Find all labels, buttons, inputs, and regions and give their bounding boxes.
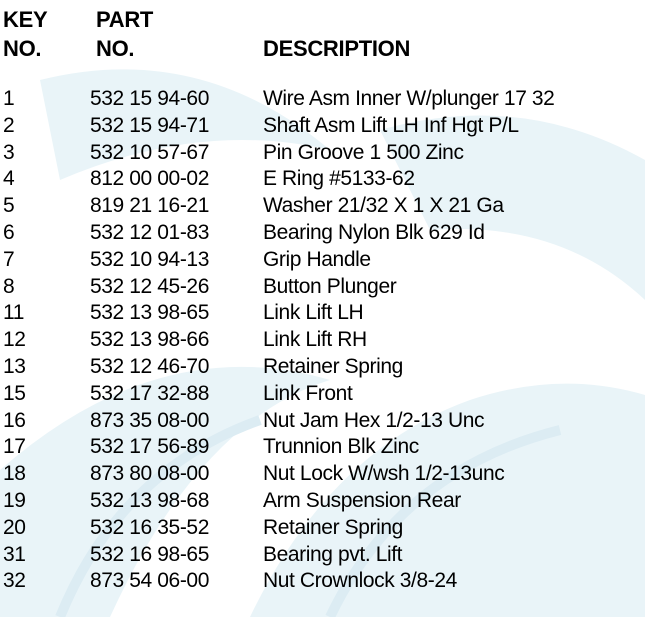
- key-number: 3: [3, 140, 15, 164]
- key-number: 5: [3, 194, 15, 218]
- table-row: [0, 166, 645, 193]
- part-description: Shaft Asm Lift LH Inf Hgt P/L: [263, 113, 519, 137]
- part-description: Nut Lock W/wsh 1/2-13unc: [263, 462, 505, 486]
- key-number: 8: [3, 274, 15, 298]
- key-number: 15: [3, 381, 26, 405]
- part-number: 819 21 16-21: [90, 194, 209, 218]
- part-number: 532 13 98-68: [90, 488, 209, 512]
- table-row: [0, 300, 645, 327]
- key-number: 20: [3, 515, 26, 539]
- part-description: Grip Handle: [263, 247, 371, 271]
- table-row: [0, 354, 645, 381]
- part-number: 873 80 08-00: [90, 462, 209, 486]
- parts-table-body: [0, 86, 645, 595]
- part-number: 532 10 94-13: [90, 247, 209, 271]
- key-number: 7: [3, 247, 15, 271]
- part-number: 532 15 94-71: [90, 113, 209, 137]
- part-number: 532 16 35-52: [90, 515, 209, 539]
- key-number: 1: [3, 87, 15, 110]
- key-number: 2: [3, 113, 15, 137]
- part-description: Retainer Spring: [263, 354, 403, 378]
- part-number: 532 13 98-66: [90, 328, 209, 352]
- table-row: [0, 193, 645, 220]
- header-description: DESCRIPTION: [263, 36, 411, 61]
- key-number: 17: [3, 435, 26, 459]
- table-row: [0, 220, 645, 247]
- table-row: [0, 542, 645, 569]
- table-row: [0, 434, 645, 461]
- part-number: 532 16 98-65: [90, 542, 209, 566]
- header-part-line2: NO.: [96, 36, 135, 61]
- part-description: Link Lift RH: [263, 328, 367, 352]
- part-description: Pin Groove 1 500 Zinc: [263, 140, 464, 164]
- part-description: Bearing Nylon Blk 629 Id: [263, 220, 485, 244]
- part-description: Link Lift LH: [263, 301, 364, 325]
- part-description: Retainer Spring: [263, 515, 403, 539]
- table-row: [0, 381, 645, 408]
- table-row: [0, 515, 645, 542]
- table-row: [0, 408, 645, 435]
- part-description: Bearing pvt. Lift: [263, 542, 403, 566]
- table-row: [0, 274, 645, 301]
- part-number: 532 17 32-88: [90, 381, 209, 405]
- part-number: 532 15 94-60: [90, 87, 209, 110]
- part-number: 532 12 46-70: [90, 354, 209, 378]
- table-row: [0, 461, 645, 488]
- table-row: [0, 488, 645, 515]
- key-number: 11: [3, 301, 24, 325]
- header-key-line2: NO.: [3, 36, 42, 61]
- part-number: 532 13 98-65: [90, 301, 209, 325]
- part-description: Button Plunger: [263, 274, 397, 298]
- table-row: [0, 247, 645, 274]
- table-row: [0, 568, 645, 595]
- key-number: 31: [3, 542, 26, 566]
- part-number: 532 12 01-83: [90, 220, 209, 244]
- part-description: Nut Crownlock 3/8-24: [263, 569, 457, 593]
- part-description: Washer 21/32 X 1 X 21 Ga: [263, 194, 504, 218]
- part-description: Nut Jam Hex 1/2-13 Unc: [263, 408, 485, 432]
- part-description: E Ring #5133-62: [263, 167, 415, 191]
- key-number: 4: [3, 167, 15, 191]
- key-number: 19: [3, 488, 26, 512]
- part-description: Link Front: [263, 381, 353, 405]
- key-number: 32: [3, 569, 26, 593]
- table-row: [0, 113, 645, 140]
- header-key-line1: KEY: [3, 7, 48, 32]
- key-number: 18: [3, 462, 26, 486]
- part-number: 532 17 56-89: [90, 435, 209, 459]
- table-row: [0, 140, 645, 167]
- key-number: 12: [3, 328, 26, 352]
- part-number: 812 00 00-02: [90, 167, 209, 191]
- part-number: 873 54 06-00: [90, 569, 209, 593]
- part-number: 532 12 45-26: [90, 274, 209, 298]
- key-number: 6: [3, 220, 15, 244]
- part-description: Arm Suspension Rear: [263, 488, 461, 512]
- header-part-line1: PART: [96, 7, 154, 32]
- part-description: Wire Asm Inner W/plunger 17 32: [263, 87, 555, 110]
- table-row: [0, 327, 645, 354]
- part-number: 532 10 57-67: [90, 140, 209, 164]
- key-number: 16: [3, 408, 26, 432]
- table-row: [0, 86, 645, 113]
- part-number: 873 35 08-00: [90, 408, 209, 432]
- part-description: Trunnion Blk Zinc: [263, 435, 419, 459]
- key-number: 13: [3, 354, 26, 378]
